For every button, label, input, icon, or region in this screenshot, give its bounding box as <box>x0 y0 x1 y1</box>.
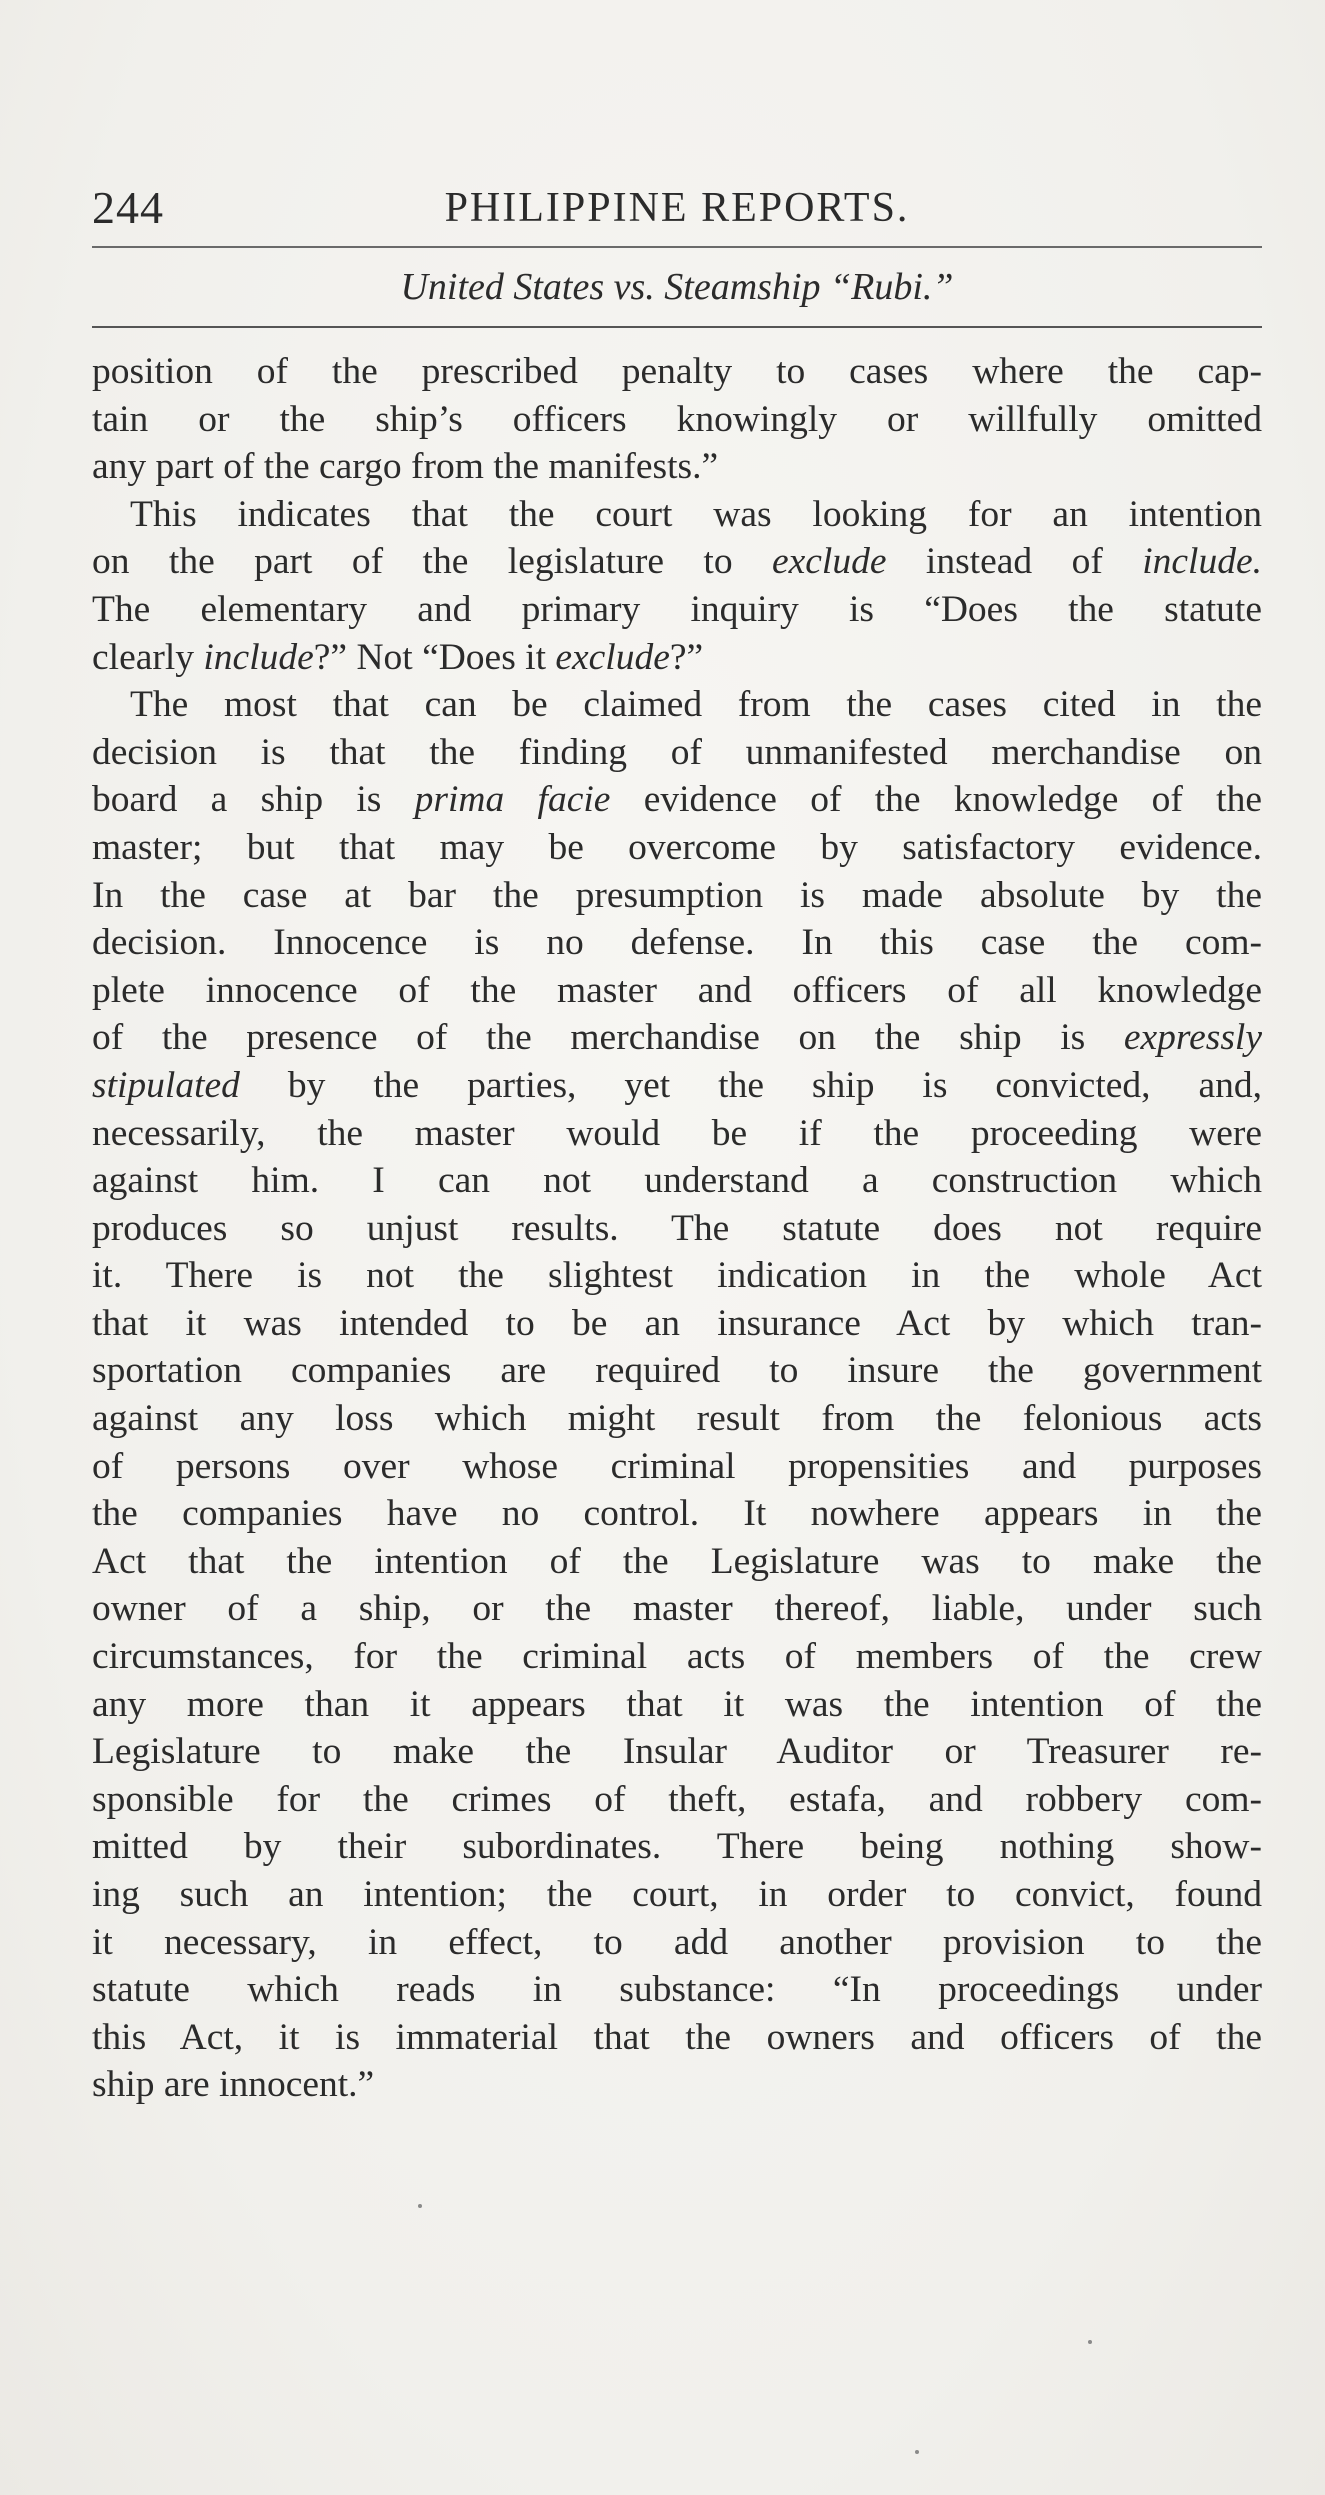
paper-speck <box>915 2450 919 2454</box>
text-line: against him. I can not understand a construction which <box>92 1160 1262 1202</box>
text-line: decision. Innocence is no defense. In this case the com- <box>92 922 1262 964</box>
text-line: sponsible for the crimes of theft, estafa, and robbery com- <box>92 1778 1262 1820</box>
text-line: The elementary and primary inquiry is “Does the statute <box>92 588 1262 630</box>
text-line: that it was intended to be an insurance Act by which tran- <box>92 1302 1262 1344</box>
text-line: the companies have no control. It nowhere appears in the <box>92 1493 1262 1535</box>
text-line: any more than it appears that it was the intention of the <box>92 1683 1262 1725</box>
text-line: of the presence of the merchandise on the ship is expressly <box>92 1017 1262 1059</box>
text-line: board a ship is prima facie evidence of the knowledge of the <box>92 779 1262 821</box>
emphasis: prima facie <box>414 779 611 821</box>
emphasis: include. <box>1142 541 1262 583</box>
text-line: against any loss which might result from the felonious acts <box>92 1398 1262 1440</box>
text-line: This indicates that the court was looking for an intention <box>130 493 1262 535</box>
text-line: this Act, it is immaterial that the owners and officers of the <box>92 2016 1262 2058</box>
emphasis: exclude <box>772 541 887 583</box>
emphasis: include <box>203 636 314 678</box>
text-line: produces so unjust results. The statute does not require <box>92 1207 1262 1249</box>
text-line: ing such an intention; the court, in order to convict, found <box>92 1874 1262 1915</box>
text-line: decision is that the finding of unmanifested merchandise on <box>92 731 1262 773</box>
text-line: any part of the cargo from the manifests.” <box>92 446 719 488</box>
text-line: sportation companies are required to insure the government <box>92 1350 1262 1392</box>
emphasis: expressly <box>1123 1017 1262 1059</box>
text-line: The most that can be claimed from the cases cited in the <box>130 684 1262 726</box>
text-line: master; but that may be overcome by satisfactory evidence. <box>92 826 1262 868</box>
opinion-text <box>92 348 1262 2109</box>
page-header <box>92 178 1262 238</box>
emphasis: stipulated <box>92 1064 240 1106</box>
text-line: statute which reads in substance: “In proceedings under <box>92 1969 1262 2011</box>
case-title-rule <box>92 326 1262 328</box>
text-line: position of the prescribed penalty to cases where the cap- <box>92 351 1262 392</box>
paper-speck <box>418 2204 422 2208</box>
running-title: PHILIPPINE REPORTS. <box>444 185 910 231</box>
text-line: necessarily, the master would be if the proceeding were <box>92 1112 1262 1154</box>
text-line: of persons over whose criminal propensities and purposes <box>92 1445 1262 1487</box>
text-line: Act that the intention of the Legislature was to make the <box>92 1540 1262 1582</box>
text-line: it. There is not the slightest indication in the whole Act <box>92 1255 1262 1297</box>
text-line: on the part of the legislature to exclude instead of include. <box>92 541 1262 583</box>
text-line: Legislature to make the Insular Auditor or Treasurer re- <box>92 1731 1262 1773</box>
text-line: owner of a ship, or the master thereof, liable, under such <box>92 1588 1262 1630</box>
header-rule <box>92 246 1262 248</box>
paper-speck <box>1088 2340 1092 2344</box>
text-line: In the case at bar the presumption is made absolute by the <box>92 874 1262 916</box>
emphasis: exclude <box>555 636 670 678</box>
text-line: ship are innocent.” <box>92 2064 375 2106</box>
case-title: United States vs. Steamship “Rubi.” <box>400 266 954 308</box>
text-line: mitted by their subordinates. There being nothing show- <box>92 1826 1262 1868</box>
text-line: circumstances, for the criminal acts of members of the crew <box>92 1636 1262 1678</box>
text-line: it necessary, in effect, to add another provision to the <box>92 1921 1262 1963</box>
page-number: 244 <box>92 182 164 233</box>
text-line: stipulated by the parties, yet the ship is convicted, and, <box>92 1064 1262 1106</box>
text-line: tain or the ship’s officers knowingly or willfully omitted <box>92 398 1262 440</box>
text-line: plete innocence of the master and officers of all knowledge <box>92 969 1262 1011</box>
text-line: clearly include?” Not “Does it exclude?” <box>92 636 704 678</box>
